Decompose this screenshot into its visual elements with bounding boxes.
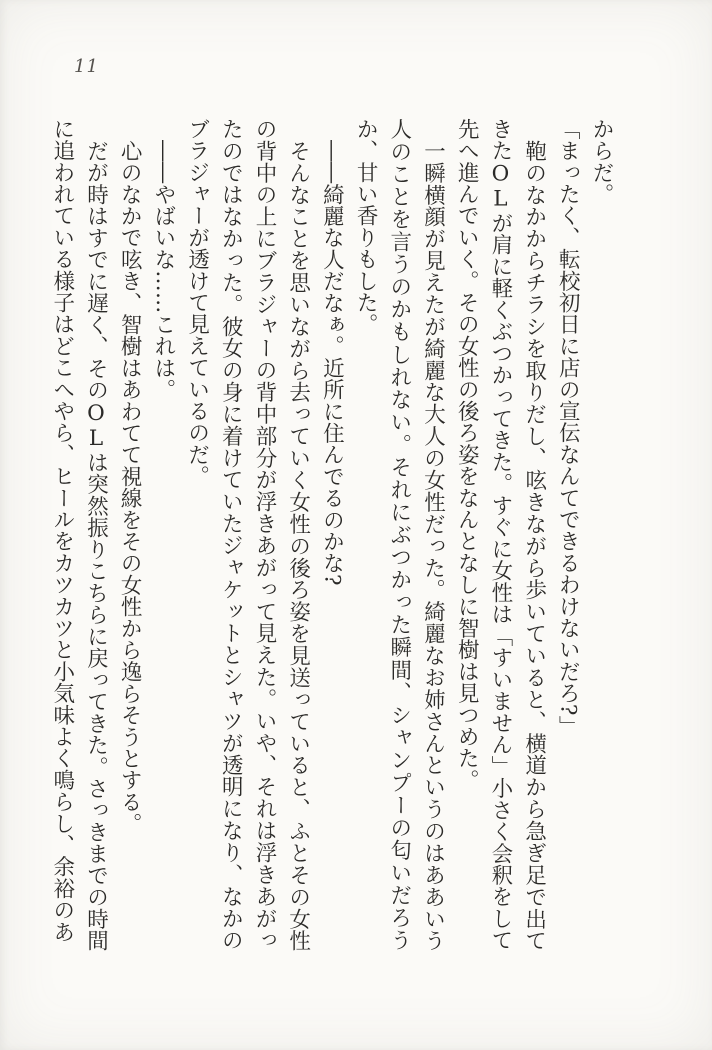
paragraph-sonna: そんなことを思いながら去っていく女性の後ろ姿を見送っていると、ふとその女性の背中の上にブラジャーの背中部分が浮きあがって見えた。いや、それは浮きあがったのではなかった。彼女の身に着けていたジャケットとシャツが透明になり、なかのブラジャーが透けて見えているのだ。 [184, 118, 311, 951]
paragraph-dialogue: 「まったく、転校初日に店の宣伝なんてできるわけないだろ?」 [555, 118, 581, 738]
paragraph-monologue-2: ――やばいな……これは。 [150, 139, 176, 400]
paragraph-isshun: 一瞬横顔が見えたが綺麗な大人の女性だった。綺麗なお姉さんというのはああいう人のことを言うのかもしれない。それにぶつかった瞬間、シャンプーの匂いだろうか、甘い香りもした。 [353, 118, 446, 951]
paragraph-kokoro: 心のなかで呟き、智樹はあわてて視線をその女性から逸らそうとする。 [117, 139, 143, 834]
body-text [43, 118, 618, 951]
paragraph-karada: からだ。 [589, 118, 614, 205]
page-number: 11 [74, 56, 99, 77]
paragraph-kaban: 鞄のなかからチラシを取りだし、呟きながら歩いていると、横道から急ぎ足で出てきたOLが肩に軽くぶつかってきた。すぐに女性は「すいません」小さく会釈をして先へ進んでいく。その女性の後ろ姿をなんとなしに智樹は見つめた。 [454, 118, 547, 951]
paragraph-daga: だが時はすでに遅く、そのOLは突然振りこちらに戻ってきた。さっきまでの時間に追われている様子はどこへやら、ヒールをカツカツと小気味よく鳴らし、余裕のあ [49, 118, 109, 951]
paragraph-monologue-1: ――綺麗な人だなぁ。近所に住んでるのかな? [319, 139, 345, 586]
